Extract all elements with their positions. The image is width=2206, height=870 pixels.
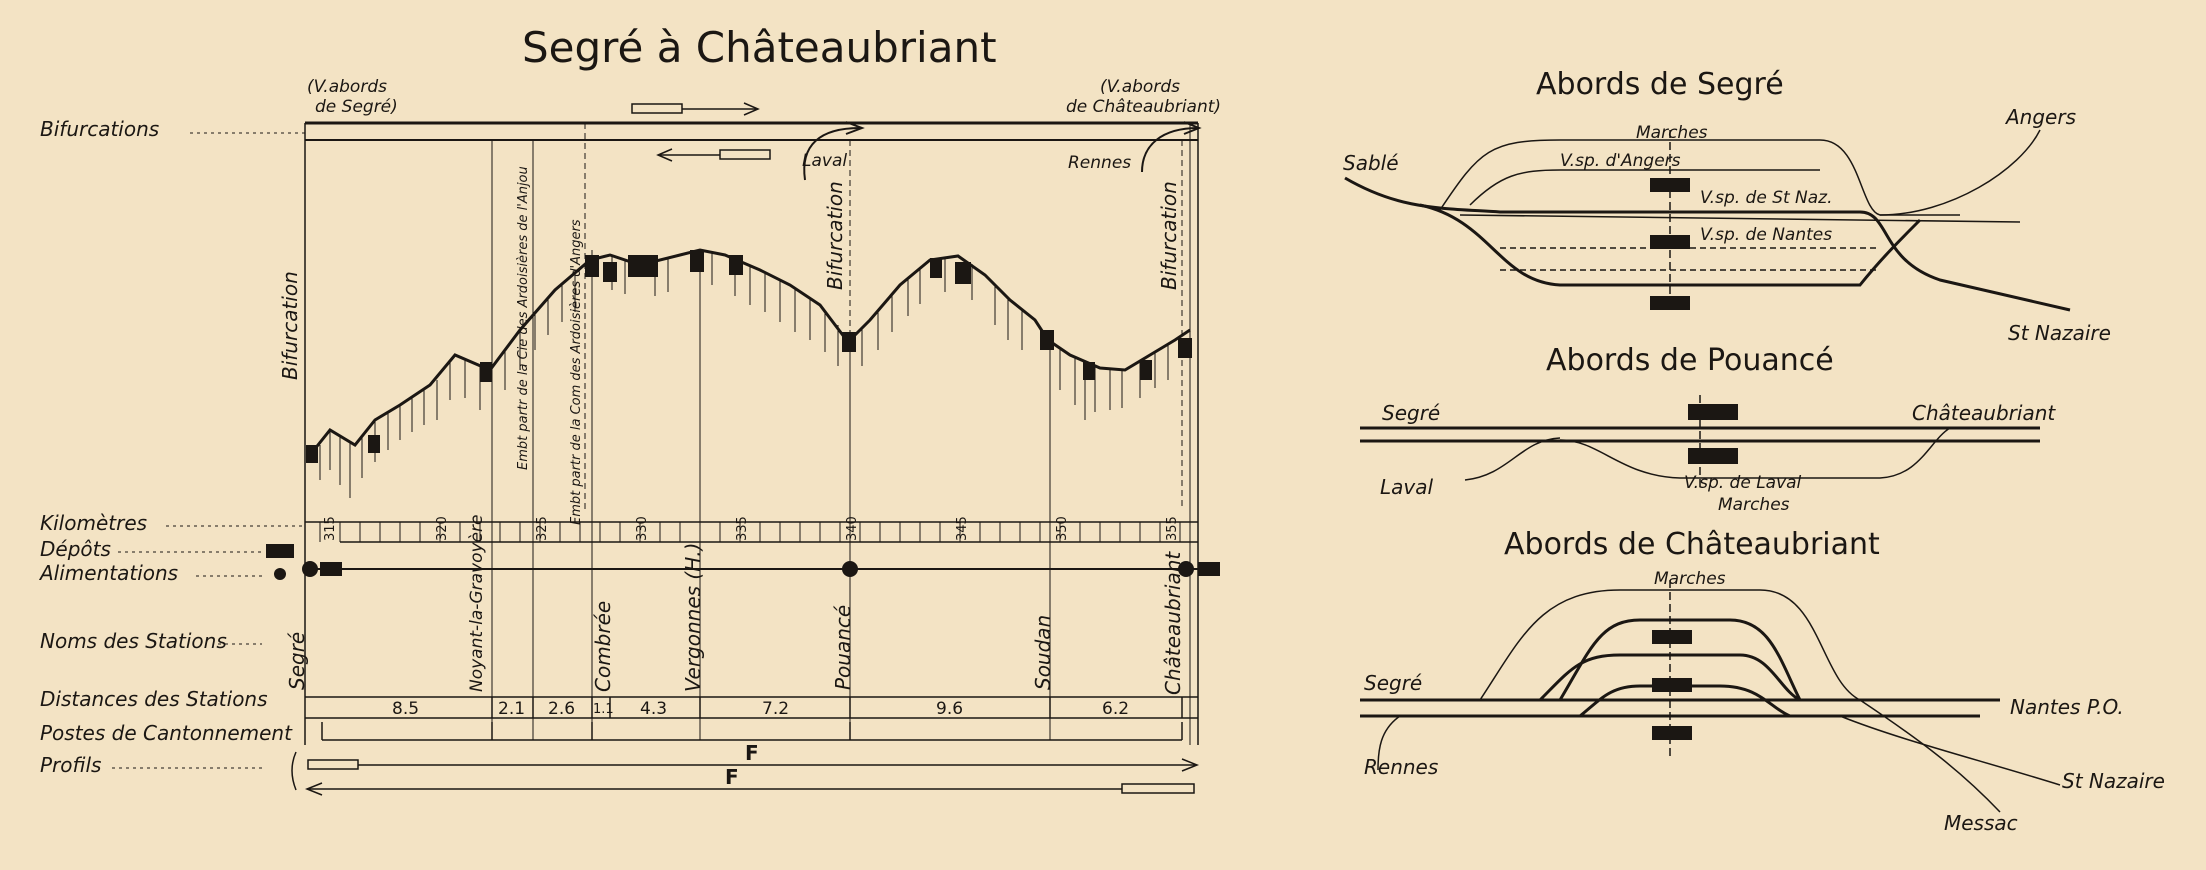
row-label-alimentations: Alimentations — [40, 561, 179, 585]
distance-combree-vergonnes: 4.3 — [640, 699, 668, 719]
embranchement-label-anjou: Embt partr de la Cie des Ardoisières de l'Anjou — [516, 166, 531, 470]
distance-emb1-emb2: 2.6 — [548, 699, 576, 719]
segre-label-angers: Angers — [2006, 105, 2076, 129]
distance-segre-noyant: 8.5 — [392, 699, 420, 719]
segre-title: Abords de Segré — [1536, 67, 1784, 102]
station-name-segre: Segré — [285, 631, 309, 690]
pouance-title: Abords de Pouancé — [1546, 343, 1834, 378]
segre-label-vsp-angers: V.sp. d'Angers — [1560, 151, 1681, 171]
station-name-combree: Combrée — [591, 600, 615, 692]
abords-left-line2: de Segré) — [315, 97, 398, 117]
km-tick-315: 315 — [323, 516, 338, 541]
bifurcation-label-chateaubriant: Bifurcation — [1157, 181, 1181, 290]
abords-de-segre — [1343, 67, 2111, 345]
main-profile-diagram — [38, 23, 1221, 795]
station-name-pouance: Pouancé — [831, 604, 855, 690]
bifurcation-label-segre: Bifurcation — [278, 271, 302, 380]
pouance-label-chateaubriant: Châteaubriant — [1912, 401, 2056, 425]
km-tick-350: 350 — [1055, 516, 1070, 541]
direction-arrows — [632, 103, 770, 161]
segre-label-vsp-nantes: V.sp. de Nantes — [1700, 225, 1833, 245]
profil-label-up: F — [745, 741, 759, 765]
row-label-distances: Distances des Stations — [40, 687, 268, 711]
main-title: Segré à Châteaubriant — [522, 23, 997, 72]
row-label-noms-des-stations: Noms des Stations — [40, 629, 227, 653]
chateaubriant-label-st-nazaire: St Nazaire — [2062, 769, 2165, 793]
abords-de-pouance — [1360, 343, 2056, 515]
pouance-label-marches: Marches — [1718, 495, 1790, 515]
station-name-soudan: Soudan — [1031, 614, 1055, 690]
pouance-label-laval: Laval — [1380, 475, 1434, 499]
row-label-kilometres: Kilomètres — [40, 511, 148, 535]
abords-right-line2: de Châteaubriant) — [1066, 97, 1222, 117]
km-tick-330: 330 — [635, 516, 650, 541]
segre-label-st-nazaire: St Nazaire — [2008, 321, 2111, 345]
distance-noyant-emb1: 2.1 — [498, 699, 526, 719]
segre-label-marches: Marches — [1636, 123, 1708, 143]
km-tick-345: 345 — [955, 516, 970, 541]
km-tick-320: 320 — [435, 516, 450, 541]
km-tick-335: 335 — [735, 516, 750, 541]
row-label-postes: Postes de Cantonnement — [40, 721, 292, 745]
distance-soudan-chateaubriant: 6.2 — [1102, 699, 1130, 719]
pouance-label-vsp-laval: V.sp. de Laval — [1684, 473, 1802, 493]
segre-label-vsp-st-naz: V.sp. de St Naz. — [1700, 188, 1833, 208]
profil-label-down: F — [725, 765, 739, 789]
km-tick-325: 325 — [535, 516, 550, 541]
row-label-depots: Dépôts — [40, 537, 111, 561]
station-name-vergonnes: Vergonnes (H.) — [681, 542, 705, 692]
chateaubriant-title: Abords de Châteaubriant — [1504, 527, 1880, 562]
segre-label-sable: Sablé — [1343, 151, 1399, 175]
embranchement-label-angers: Embt partr de la Com des Ardoisières d'Angers — [569, 219, 584, 525]
profile-station-blocks — [306, 250, 1192, 463]
abords-left-line1: (V.abords — [307, 77, 387, 97]
distance-pouance-soudan: 9.6 — [936, 699, 964, 719]
profile-curve — [306, 250, 1192, 498]
row-label-bifurcations: Bifurcations — [40, 117, 160, 141]
station-name-chateaubriant: Châteaubriant — [1161, 551, 1185, 695]
rennes-arrow-label: Rennes — [1068, 153, 1132, 173]
chateaubriant-label-nantes-po: Nantes P.O. — [2010, 695, 2124, 719]
chateaubriant-label-segre: Segré — [1364, 671, 1423, 695]
distance-emb2-combree: 1.1 — [593, 702, 614, 717]
chateaubriant-label-marches: Marches — [1654, 569, 1726, 589]
pouance-label-segre: Segré — [1382, 401, 1441, 425]
depot-alimentation-markers — [266, 544, 1220, 580]
row-label-profils: Profils — [40, 753, 102, 777]
laval-arrow-label: Laval — [802, 151, 848, 171]
station-name-noyant: Noyant-la-Gravoyère — [467, 514, 487, 692]
bifurcation-label-pouance: Bifurcation — [823, 181, 847, 290]
chateaubriant-label-messac: Messac — [1944, 811, 2018, 835]
distance-vergonnes-pouance: 7.2 — [762, 699, 790, 719]
km-tick-355: 355 — [1165, 516, 1180, 541]
chateaubriant-label-rennes: Rennes — [1364, 755, 1439, 779]
km-tick-340: 340 — [845, 516, 860, 541]
abords-right-line1: (V.abords — [1100, 77, 1180, 97]
abords-de-chateaubriant — [1360, 527, 2165, 835]
